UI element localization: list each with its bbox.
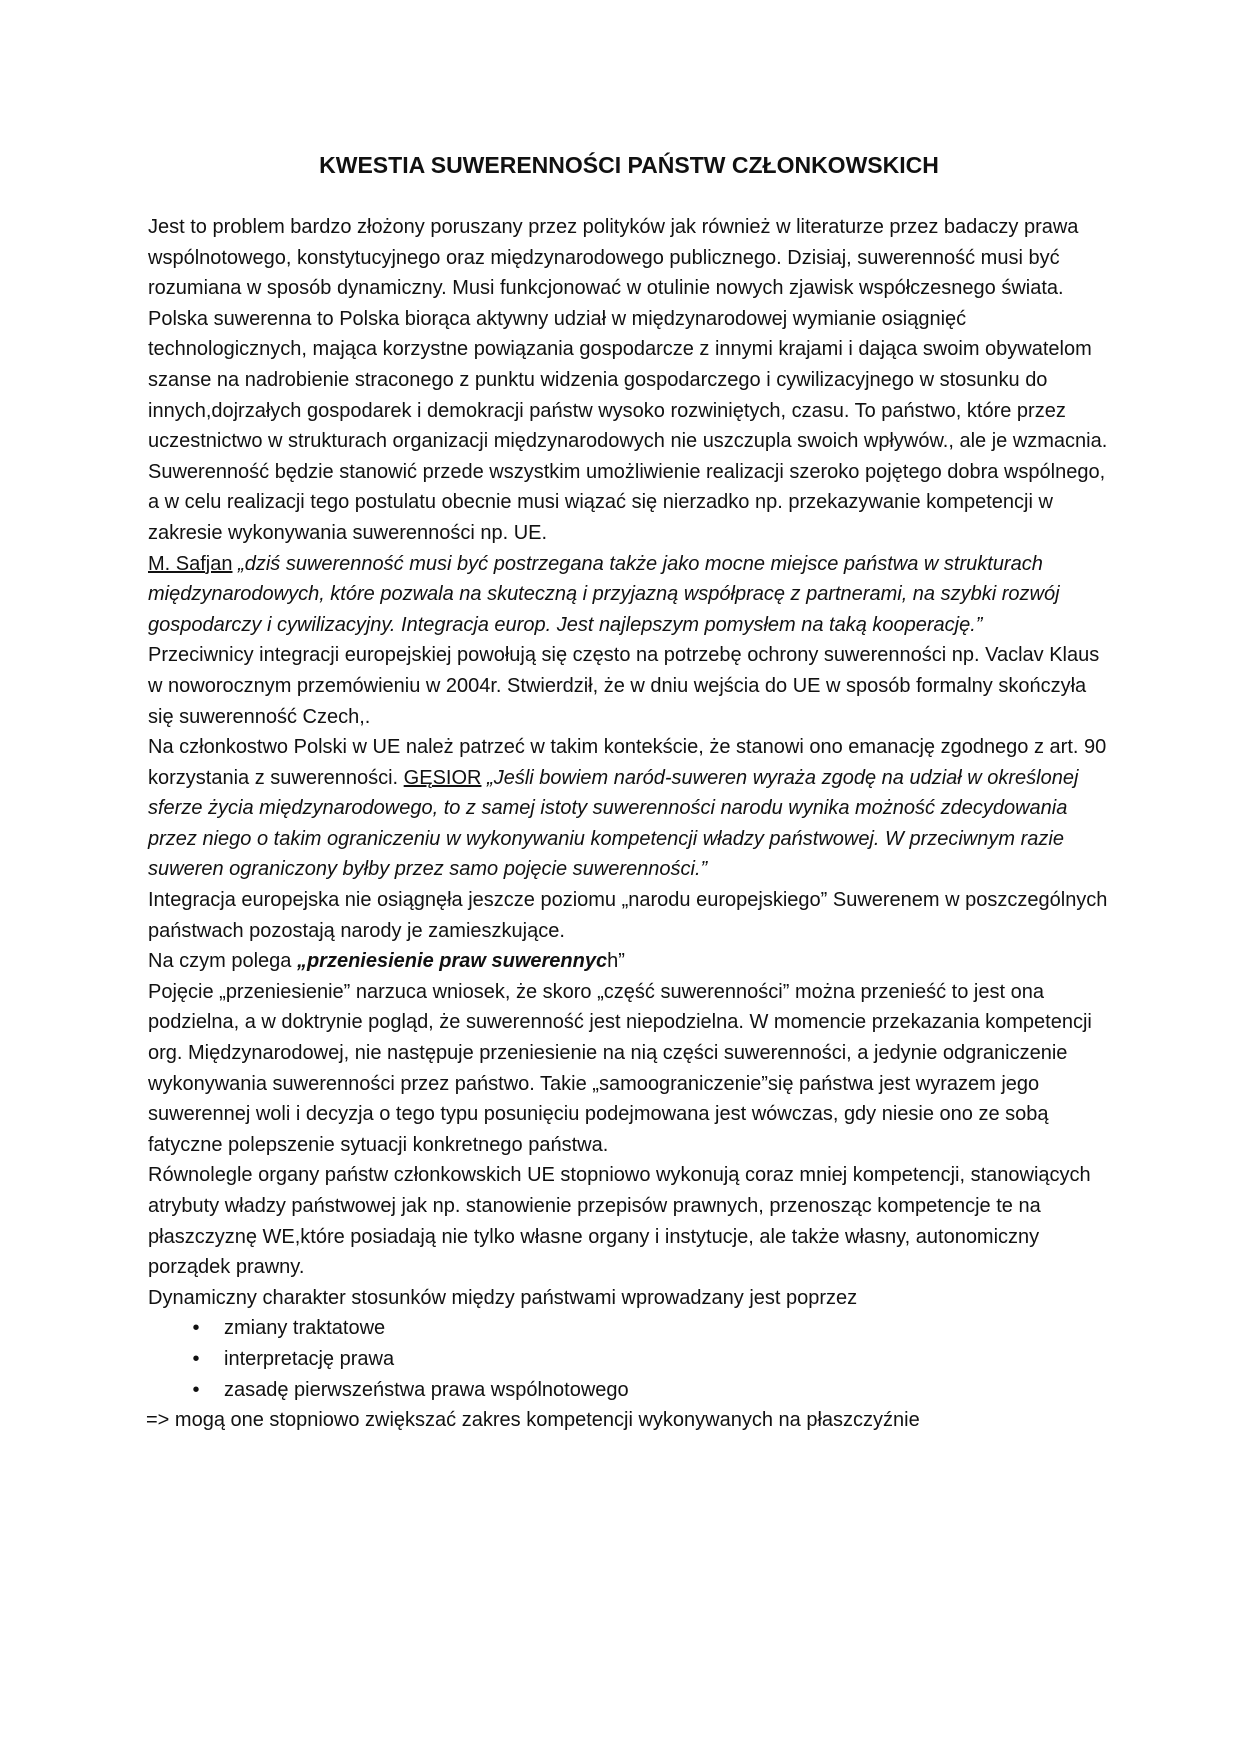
paragraph-parallel: Równolegle organy państw członkowskich UE stopniowo wykonują coraz mniej kompetencji, stanowiących atrybuty władzy państwowej jak np. stanowienie przepisów prawnych, przenosząc kompetencje te na płaszczyznę WE,które posiadają nie tylko własne organy i instytucje, ale także własny, autonomiczny porządek prawny. <box>148 1164 1091 1279</box>
list-item <box>186 1344 1110 1375</box>
quote-gesior: „Jeśli bowiem naród-suweren wyraża zgodę na udział w określonej sferze życia międzynarodowego, to z samej istoty suwerenności narodu wynika możność zdecydowania przez niego o takim ograniczeniu w wykonywaniu kompetencji władzy państwowej. W przeciwnym razie suweren ograniczony byłby przez samo pojęcie suwerenności.” <box>148 766 1079 881</box>
question-prefix: Na czym polega <box>148 950 297 973</box>
bullet-icon: • <box>192 1317 200 1340</box>
bullet-icon: • <box>192 1378 200 1401</box>
document-body <box>148 212 1110 1436</box>
paragraph-safjan <box>148 549 1110 641</box>
paragraph-membership <box>148 732 1110 885</box>
paragraph-opponents: Przeciwnicy integracji europejskiej powołują się często na potrzebę ochrony suwerenności np. Vaclav Klaus w noworocznym przemówieniu w 2004r. Stwierdził, że w dniu wejścia do UE w sposób formalny skończyła się suwerenność Czech,. <box>148 644 1100 728</box>
paragraph-intro: Jest to problem bardzo złożony poruszany przez polityków jak również w literaturze przez badaczy prawa wspólnotowego, konstytucyjnego oraz międzynarodowego publicznego. Dzisiaj, suwerenność musi być rozumiana w sposób dynamiczny. Musi funkcjonować w otulinie nowych zjawisk współczesnego świata. Polska suwerenna to Polska biorąca aktywny udział w międzynarodowej wymianie osiągnięć technologicznych, mająca korzystne powiązania gospodarcze z innymi krajami i dająca swoim obywatelom szanse na nadrobienie straconego z punktu widzenia gospodarczego i cywilizacyjnego w stosunku do innych,dojrzałych gospodarek i demokracji państw wysoko rozwiniętych, czasu. To państwo, które przez uczestnictwo w strukturach organizacji międzynarodowych nie uszczupla swoich wpływów., ale je wzmacnia. Suwerenność będzie stanowić przede wszystkim umożliwienie realizacji szeroko pojętego dobra wspólnego, a w celu realizacji tego postulatu obecnie musi wiązać się nierzadko np. przekazywanie kompetencji w zakresie wykonywania suwerenności np. UE. <box>148 216 1108 544</box>
list-item <box>186 1313 1110 1344</box>
question-suffix: h” <box>607 950 625 973</box>
list-item <box>186 1375 1110 1406</box>
paragraph-question <box>148 946 1110 977</box>
author-safjan: M. Safjan <box>148 552 233 575</box>
quote-safjan: „dziś suwerenność musi być postrzegana także jako mocne miejsce państwa w strukturach międzynarodowych, które pozwala na skuteczną i przyjazną współpracę z partnerami, na szybki rozwój gospodarczy i cywilizacyjny. Integracja europ. Jest najlepszym pomysłem na taką kooperację.” <box>148 552 1060 636</box>
membership-text: Na członkostwo Polski w UE należ patrzeć w takim kontekście, że stanowi ono emanację zgodnego z art. 90 korzystania z suwerenności. <box>148 736 1107 789</box>
document-title: KWESTIA SUWERENNOŚCI PAŃSTW CZŁONKOWSKICH <box>319 152 939 178</box>
list-item-text: interpretację prawa <box>224 1347 395 1370</box>
bullet-list <box>148 1313 1110 1405</box>
paragraph-integration: Integracja europejska nie osiągnęła jeszcze poziomu „narodu europejskiego” Suwerenem w poszczególnych państwach pozostają narody je zamieszkujące. <box>148 889 1108 942</box>
paragraph-dynamic: Dynamiczny charakter stosunków między państwami wprowadzany jest poprzez <box>148 1286 858 1309</box>
list-item-text: zmiany traktatowe <box>224 1317 386 1340</box>
paragraph-transfer: Pojęcie „przeniesienie” narzuca wniosek, że skoro „część suwerenności” można przenieść to jest ona podzielna, a w doktrynie pogląd, że suwerenność jest niepodzielna. W momencie przekazania kompetencji org. Międzynarodowej, nie następuje przeniesienie na nią części suwerenności, a jedynie odgraniczenie wykonywania suwerenności przez państwo. Takie „samoograniczenie”się państwa jest wyrazem jego suwerennej woli i decyzja o tego typu posunięciu podejmowana jest wówczas, gdy niesie ono ze sobą fatyczne polepszenie sytuacji konkretnego państwa. <box>148 980 1092 1156</box>
question-emphasis: „przeniesienie praw suwerennyc <box>296 950 608 973</box>
bullet-icon: • <box>192 1347 200 1370</box>
author-gesior: GĘSIOR <box>403 766 482 789</box>
list-item-text: zasadę pierwszeństwa prawa wspólnotowego <box>224 1378 629 1401</box>
paragraph-conclusion: => mogą one stopniowo zwiększać zakres kompetencji wykonywanych na płaszczyźnie <box>146 1409 920 1432</box>
